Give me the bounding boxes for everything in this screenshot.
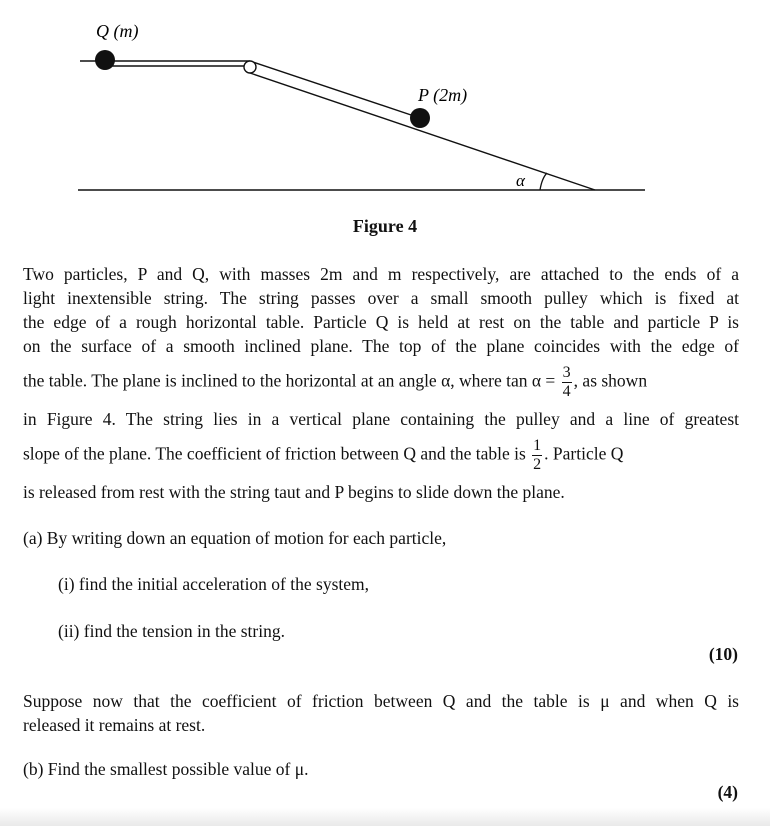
particle-p: [410, 108, 430, 128]
plane-string: [250, 61, 420, 118]
intro-line-5-a: the table. The plane is inclined to the horizontal at an angle α, where tan α =: [23, 370, 556, 391]
intro-line-8: is released from rest with the string taut and P begins to slide down the plane.: [23, 482, 565, 502]
part-a-i: (i) find the initial acceleration of the system,: [58, 574, 370, 594]
part-a-stem: (a) By writing down an equation of motion for each particle,: [23, 528, 447, 548]
intro-line-6: in Figure 4. The string lies in a vertical plane containing the pulley and a line of greatest: [23, 409, 739, 429]
label-q: Q (m): [96, 21, 139, 41]
middle-line-2: released it remains at rest.: [23, 715, 206, 735]
intro-paragraph: [23, 262, 739, 504]
fraction-numerator: 1: [533, 437, 542, 454]
part-b-marks: (4): [717, 782, 738, 802]
intro-line-5-b: , as shown: [573, 370, 648, 391]
intro-line-3: the edge of a rough horizontal table. Particle Q is held at rest on the table and particle P is: [23, 312, 739, 332]
intro-line-1: Two particles, P and Q, with masses 2m and m respectively, are attached to the ends of a: [23, 264, 739, 284]
label-alpha: α: [516, 171, 525, 190]
middle-paragraph: [23, 689, 739, 737]
part-a-marks: (10): [708, 644, 738, 664]
intro-line-7: [23, 437, 739, 474]
intro-line-4: on the surface of a smooth inclined plane. The top of the plane coincides with the edge of: [23, 336, 739, 356]
fraction-denominator: 4: [562, 383, 571, 400]
figure-caption: Figure 4: [352, 216, 418, 236]
label-p: P (2m): [418, 85, 468, 105]
pulley: [244, 61, 256, 73]
intro-line-7-b: . Particle Q: [544, 443, 624, 464]
angle-arc: [540, 173, 547, 190]
fraction-denominator: 2: [533, 456, 542, 473]
figure-4-diagram: [0, 0, 770, 210]
page-bottom-edge: [0, 808, 770, 826]
intro-line-7-a: slope of the plane. The coefficient of friction between Q and the table is: [23, 443, 526, 464]
intro-line-5: [23, 364, 739, 401]
particle-q: [95, 50, 115, 70]
fraction-one-half: [532, 437, 542, 474]
middle-line-1: Suppose now that the coefficient of friction between Q and the table is μ and when Q is: [23, 691, 739, 711]
fraction-three-quarters: [562, 364, 572, 401]
part-b-stem: (b) Find the smallest possible value of μ.: [23, 759, 309, 779]
intro-line-2: light inextensible string. The string passes over a small smooth pulley which is fixed at: [23, 288, 739, 308]
fraction-numerator: 3: [562, 364, 571, 381]
part-a-ii: (ii) find the tension in the string.: [58, 621, 285, 641]
